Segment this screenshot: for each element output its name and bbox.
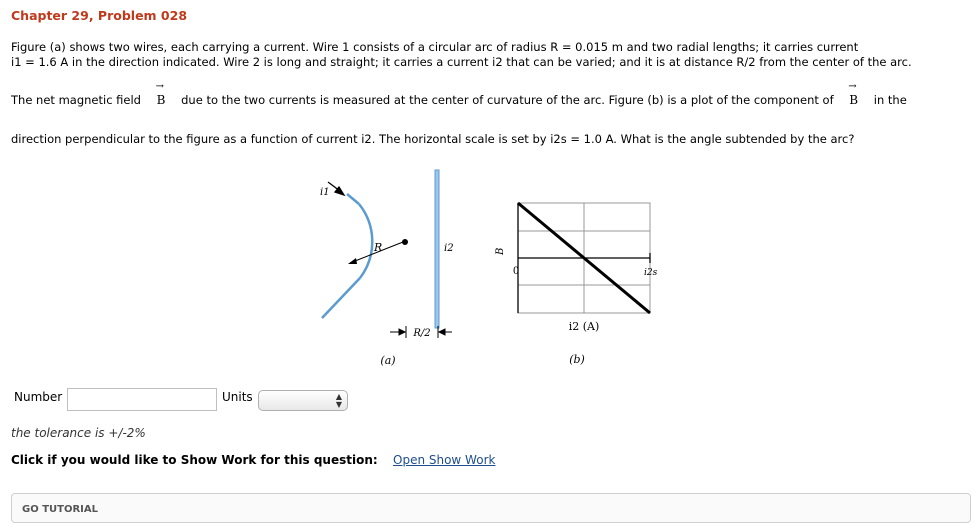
problem-line-3-end: in the — [873, 93, 907, 107]
figure-a-caption: (a) — [380, 354, 396, 367]
r-over-2-label: R/2 — [413, 328, 431, 339]
tutorial-panel[interactable] — [11, 493, 971, 523]
b-vector-symbol-2: → B — [848, 81, 859, 107]
problem-title: Chapter 29, Problem 028 — [11, 8, 188, 23]
select-chevron-icon: ▲ ▼ — [335, 392, 342, 409]
problem-line-3-start: The net magnetic field — [11, 93, 141, 107]
problem-line-4: direction perpendicular to the figure as a function of current i2. The horizontal scale is set by i2s = 1.0 A. What is the angle subtended by the arc? — [11, 132, 855, 146]
problem-line-1: Figure (a) shows two wires, each carrying a current. Wire 1 consists of a circular arc of radius R = 0.015 m and two radial lengths; it carries current — [11, 40, 859, 54]
plot-y-label: B — [495, 247, 506, 255]
radius-label: R — [374, 241, 383, 254]
number-input[interactable] — [67, 388, 217, 411]
i1-label: i1 — [320, 187, 330, 198]
wire-1 — [322, 194, 372, 318]
b-vector-symbol: → B — [155, 81, 166, 107]
i2-label: i2 — [444, 243, 454, 254]
problem-figure — [300, 160, 680, 375]
problem-line-3 — [11, 81, 907, 108]
problem-line-3-middle: due to the two currents is measured at the center of curvature of the arc. Figure (b) is a plot of the component of — [181, 93, 834, 107]
wire-1-current-arrow — [328, 182, 344, 195]
show-work-prompt: Click if you would like to Show Work for this question: — [11, 453, 378, 467]
wire-2 — [435, 170, 439, 328]
tolerance-note: the tolerance is +/-2% — [11, 426, 146, 440]
figure-b-caption: (b) — [569, 353, 585, 366]
number-label: Number — [14, 390, 63, 404]
problem-line-2: i1 = 1.6 A in the direction indicated. Wire 2 is long and straight; it carries a current i2 that can be varied; and it is at distance R/2 from the center of the arc. — [11, 55, 912, 69]
units-label: Units — [222, 390, 253, 404]
tutorial-label: GO TUTORIAL — [22, 504, 98, 515]
units-select[interactable] — [258, 390, 348, 411]
plot-x-end-label: i2s — [644, 268, 658, 278]
plot-x-label: i2 (A) — [568, 320, 600, 333]
problem-text — [11, 40, 912, 70]
open-show-work-link[interactable]: Open Show Work — [393, 453, 496, 467]
plot-origin-label: 0 — [512, 266, 520, 277]
